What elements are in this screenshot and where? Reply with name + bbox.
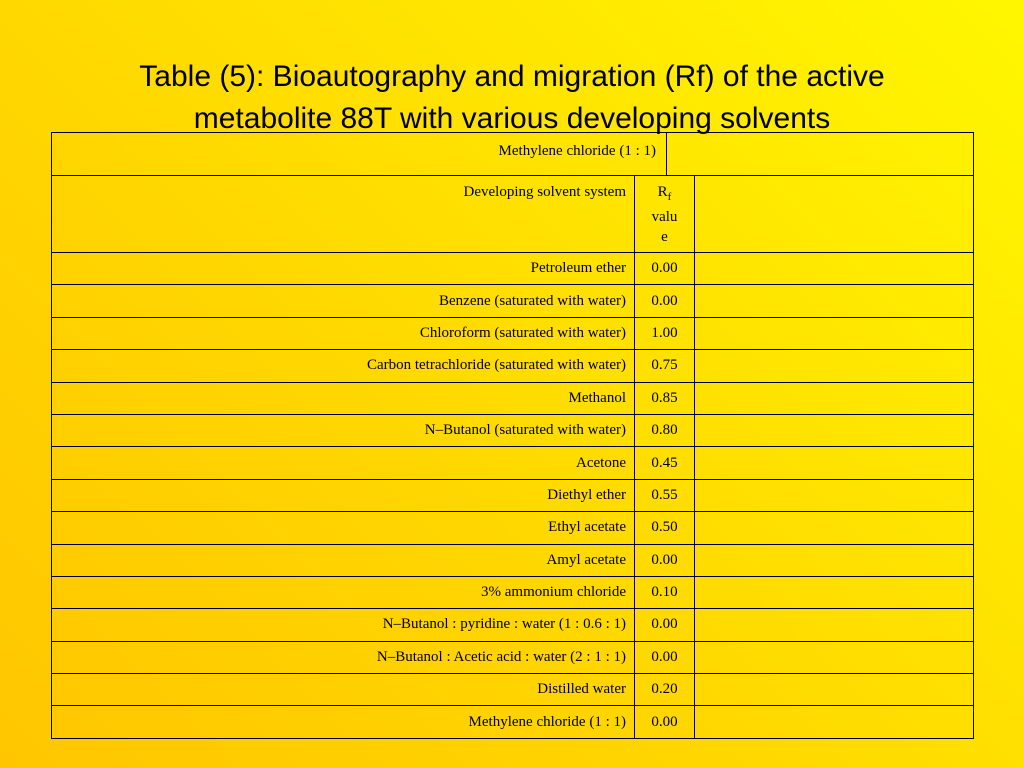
rf-value-cell: 0.00 xyxy=(635,641,695,673)
rf-value-cell: 0.50 xyxy=(635,512,695,544)
rf-value-cell: 0.00 xyxy=(635,706,695,738)
rf-symbol: R xyxy=(657,184,668,200)
blank-cell xyxy=(695,706,974,738)
blank-cell xyxy=(695,641,974,673)
table-row xyxy=(52,350,974,382)
solvent-cell: Chloroform (saturated with water) xyxy=(52,317,635,349)
table-row xyxy=(52,544,974,576)
rf-value-cell: 0.10 xyxy=(635,576,695,608)
solvent-cell: Acetone xyxy=(52,447,635,479)
column-header-rf xyxy=(635,176,695,253)
rf-value-cell: 0.00 xyxy=(635,544,695,576)
rf-value-line-3: e xyxy=(661,229,668,245)
solvent-cell: Benzene (saturated with water) xyxy=(52,285,635,317)
rf-value-cell: 0.75 xyxy=(635,350,695,382)
solvent-cell: Distilled water xyxy=(52,674,635,706)
solvent-cell: N–Butanol : Acetic acid : water (2 : 1 : 1) xyxy=(52,641,635,673)
blank-cell xyxy=(695,414,974,446)
table-row xyxy=(52,609,974,641)
column-header-blank xyxy=(695,176,974,253)
table-row xyxy=(52,447,974,479)
table-row xyxy=(52,253,974,285)
rf-value-cell: 1.00 xyxy=(635,317,695,349)
solvent-cell: 3% ammonium chloride xyxy=(52,576,635,608)
table-row xyxy=(52,479,974,511)
solvent-cell: Amyl acetate xyxy=(52,544,635,576)
blank-cell xyxy=(695,350,974,382)
solvent-cell: Diethyl ether xyxy=(52,479,635,511)
blank-cell xyxy=(695,479,974,511)
table-row xyxy=(52,706,974,738)
solvent-cell: Petroleum ether xyxy=(52,253,635,285)
blank-cell xyxy=(695,285,974,317)
rf-value-cell: 0.80 xyxy=(635,414,695,446)
solvent-cell: Methanol xyxy=(52,382,635,414)
solvent-cell: Ethyl acetate xyxy=(52,512,635,544)
blank-cell xyxy=(695,674,974,706)
table-row xyxy=(52,382,974,414)
rf-value-cell: 0.00 xyxy=(635,253,695,285)
table-top-header-row xyxy=(52,133,974,176)
rf-value-cell: 0.55 xyxy=(635,479,695,511)
rf-value-cell: 0.00 xyxy=(635,285,695,317)
rf-value-cell: 0.85 xyxy=(635,382,695,414)
blank-cell xyxy=(695,382,974,414)
rf-value-cell: 0.20 xyxy=(635,674,695,706)
table-row xyxy=(52,512,974,544)
table-top-header xyxy=(52,133,974,176)
top-header-empty-box xyxy=(666,133,973,175)
slide-title xyxy=(0,56,1024,140)
table-row xyxy=(52,576,974,608)
table-column-header-row xyxy=(52,176,974,253)
title-line-2: metabolite 88T with various developing solvents xyxy=(193,102,831,135)
solvent-rf-table xyxy=(51,132,974,739)
rf-subscript: f xyxy=(667,191,672,203)
blank-cell xyxy=(695,447,974,479)
blank-cell xyxy=(695,576,974,608)
rf-value-line-2: valu xyxy=(651,209,678,225)
top-header-text: Methylene chloride (1 : 1) xyxy=(498,143,656,159)
table-row xyxy=(52,674,974,706)
column-header-solvent: Developing solvent system xyxy=(52,176,635,253)
table-row xyxy=(52,414,974,446)
rf-value-cell: 0.45 xyxy=(635,447,695,479)
blank-cell xyxy=(695,317,974,349)
blank-cell xyxy=(695,512,974,544)
table-row xyxy=(52,285,974,317)
title-line-1: Table (5): Bioautography and migration (Rf) of the active xyxy=(139,60,885,93)
rf-value-cell: 0.00 xyxy=(635,609,695,641)
solvent-cell: N–Butanol (saturated with water) xyxy=(52,414,635,446)
solvent-cell: Methylene chloride (1 : 1) xyxy=(52,706,635,738)
table-row xyxy=(52,317,974,349)
table-row xyxy=(52,641,974,673)
solvent-cell: N–Butanol : pyridine : water (1 : 0.6 : 1) xyxy=(52,609,635,641)
blank-cell xyxy=(695,253,974,285)
solvent-cell: Carbon tetrachloride (saturated with water) xyxy=(52,350,635,382)
blank-cell xyxy=(695,609,974,641)
blank-cell xyxy=(695,544,974,576)
